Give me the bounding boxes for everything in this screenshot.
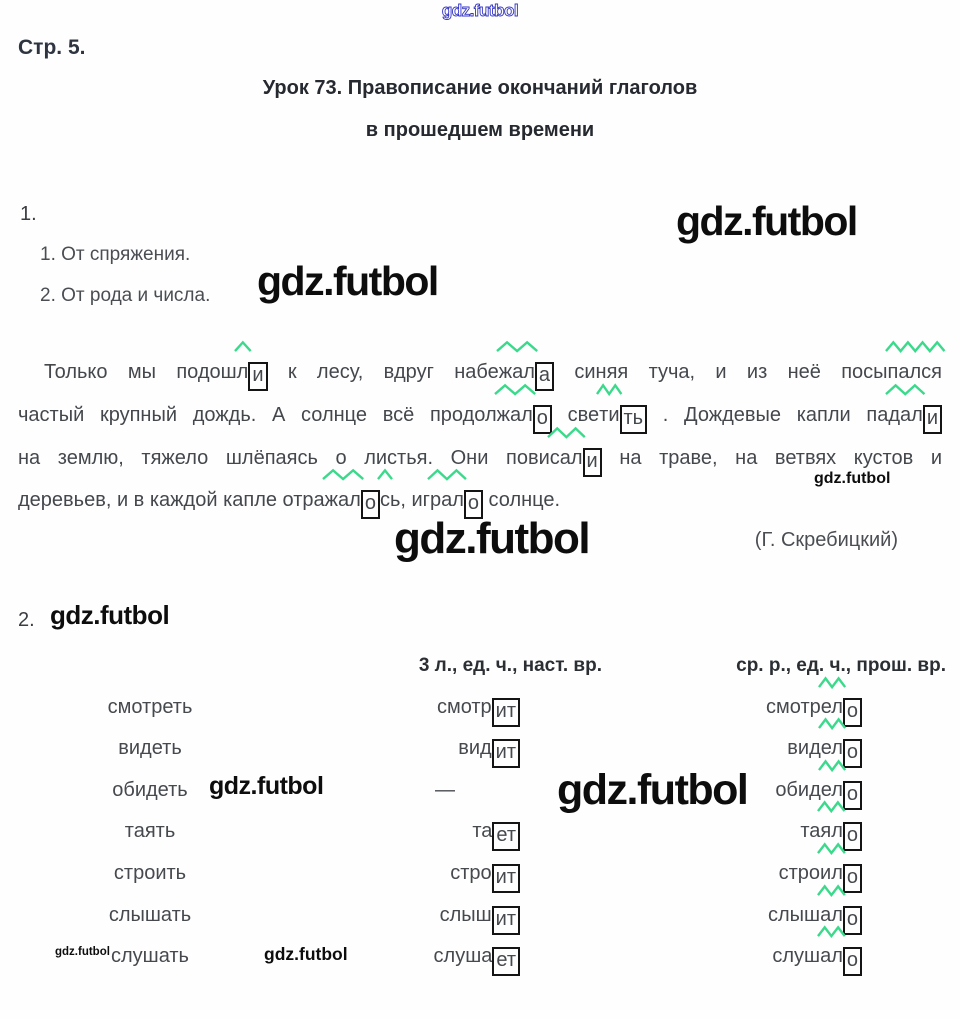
infinitive-cell: слушать: [111, 945, 189, 968]
exercise-1-number: 1.: [20, 203, 37, 225]
suffix-zigzag: ел: [821, 687, 843, 729]
ending-box: ть: [620, 405, 648, 434]
suffix-zigzag: ел: [821, 770, 843, 812]
suffix-zigzag: ел: [821, 728, 843, 770]
lesson-title-line1: Урок 73. Правописание окончаний глаголов: [262, 77, 698, 99]
ending-box: и: [248, 362, 267, 391]
watermark-gdz-futbol: gdz.futbol: [55, 946, 110, 958]
present-form-cell: вид ит: [300, 728, 610, 770]
author-attribution: (Г. Скребицкий): [754, 529, 898, 551]
ending-box: о: [843, 698, 862, 727]
past-form-cell: слушал о: [610, 936, 960, 978]
answer-item: 1. От спряжения.: [40, 244, 191, 265]
present-form-cell: стро ит: [300, 853, 610, 895]
present-form-cell: слыш ит: [300, 895, 610, 937]
column-header-present: 3 л., ед. ч., наст. вр.: [418, 655, 602, 676]
past-form-cell: видел о: [610, 728, 960, 770]
suffix-zigzag: с: [380, 479, 390, 522]
answer-item: 2. От рода и числа.: [40, 285, 211, 306]
ending-box: о: [843, 781, 862, 810]
zigzag-mark: [886, 341, 944, 352]
ending-box: ит: [492, 739, 520, 768]
ending-box: и: [923, 405, 942, 434]
passage-line: Только мы подошл и к лесу, вдруг набежал а синяя туча, и из неё посыпался: [18, 351, 942, 394]
suffix-zigzag: л: [237, 351, 249, 394]
ending-box: о: [361, 490, 380, 519]
zigzag-mark: [886, 384, 924, 395]
passage-line: на землю, тяжело шлёпаясь о листья. Они повисал и на траве, на ветвях кустов и: [18, 437, 942, 480]
ending-box: ит: [492, 864, 520, 893]
infinitive-cell: строить: [113, 861, 187, 884]
ending-box: ит: [492, 906, 520, 935]
ending-box: а: [535, 362, 554, 391]
zigzag-mark: [819, 718, 845, 729]
past-form-cell: строил о: [610, 853, 960, 895]
ending-box: о: [843, 739, 862, 768]
past-form-cell: таял о: [610, 811, 960, 853]
zigzag-mark: [428, 469, 466, 480]
ending-box: о: [843, 906, 862, 935]
ending-box: и: [583, 448, 602, 477]
passage-line: деревьев, и в каждой капле отражал о с ь, играл о солнце.: [18, 479, 942, 522]
ending-box: о: [843, 864, 862, 893]
zigzag-mark: [819, 677, 845, 688]
watermark-gdz-futbol: gdz.futbol: [264, 944, 348, 964]
watermark-gdz-futbol: gdz.futbol: [814, 470, 891, 487]
ending-box: ет: [492, 822, 520, 851]
suffix-zigzag: жал: [497, 394, 533, 437]
present-form-cell: слуша ет: [300, 936, 610, 978]
zigzag-mark: [497, 341, 537, 352]
suffix-zigzag: жал: [499, 351, 535, 394]
suffix-zigzag: ти: [599, 394, 619, 437]
infinitive-cell: обидеть: [112, 778, 188, 801]
watermark-gdz-futbol: gdz.futbol: [209, 772, 324, 800]
zigzag-mark: [818, 926, 845, 937]
zigzag-mark: [818, 885, 845, 896]
suffix-zigzag: ал: [820, 936, 843, 978]
zigzag-mark: [818, 843, 845, 854]
present-form-cell: смотр ит: [300, 687, 610, 729]
ending-box: о: [533, 405, 552, 434]
past-form-cell: обидел о: [610, 770, 960, 812]
zigzag-mark: [818, 801, 845, 812]
watermark-gdz-futbol: gdz.futbol: [50, 600, 170, 630]
suffix-zigzag: жал: [325, 479, 361, 522]
watermark-gdz-futbol: gdz.futbol: [557, 766, 748, 814]
infinitive-cell: видеть: [118, 737, 182, 760]
verb-table: [0, 645, 960, 978]
zigzag-mark: [495, 384, 535, 395]
zigzag-mark: [819, 760, 845, 771]
ending-box: ет: [492, 947, 520, 976]
zigzag-mark: [235, 341, 251, 352]
suffix-zigzag: ал: [820, 895, 843, 937]
watermark-gdz-futbol: gdz.futbol: [257, 258, 438, 304]
exercise-2-number: 2.: [18, 609, 35, 631]
infinitive-cell: слышать: [108, 903, 192, 926]
suffix-zigzag: сал: [550, 437, 583, 480]
infinitive-cell: таять: [124, 820, 176, 843]
infinitive-cell: смотреть: [107, 695, 193, 718]
ending-box: ит: [492, 698, 520, 727]
ending-box: о: [843, 822, 862, 851]
column-header-empty: [0, 645, 300, 687]
present-form-cell: —: [435, 778, 455, 801]
suffix-zigzag: пался: [888, 351, 942, 394]
suffix-zigzag: ял: [820, 811, 843, 853]
suffix-zigzag: ил: [820, 853, 843, 895]
suffix-zigzag: рал: [430, 479, 464, 522]
lesson-title-line2: в прошедшем времени: [365, 119, 595, 141]
passage-line: частый крупный дождь. А солнце всё продолжал о свети ть . Дождевые капли падал и: [18, 394, 942, 437]
passage: [18, 351, 942, 522]
watermark-gdz-futbol-top: gdz.futbol: [441, 1, 519, 20]
watermark-gdz-futbol: gdz.futbol: [394, 514, 590, 563]
zigzag-mark: [378, 469, 392, 480]
zigzag-mark: [323, 469, 363, 480]
watermark-gdz-futbol: gdz.futbol: [676, 198, 857, 244]
page-number-label: Стр. 5.: [18, 36, 86, 59]
present-form-cell: та ет: [300, 811, 610, 853]
zigzag-mark: [597, 384, 621, 395]
zigzag-mark: [548, 427, 585, 438]
ending-box: о: [843, 947, 862, 976]
past-form-cell: слышал о: [610, 895, 960, 937]
ending-box: о: [464, 490, 483, 519]
column-header-past: ср. р., ед. ч., прош. вр.: [736, 655, 946, 676]
suffix-zigzag: дал: [888, 394, 922, 437]
past-form-cell: смотрел о: [610, 687, 960, 729]
